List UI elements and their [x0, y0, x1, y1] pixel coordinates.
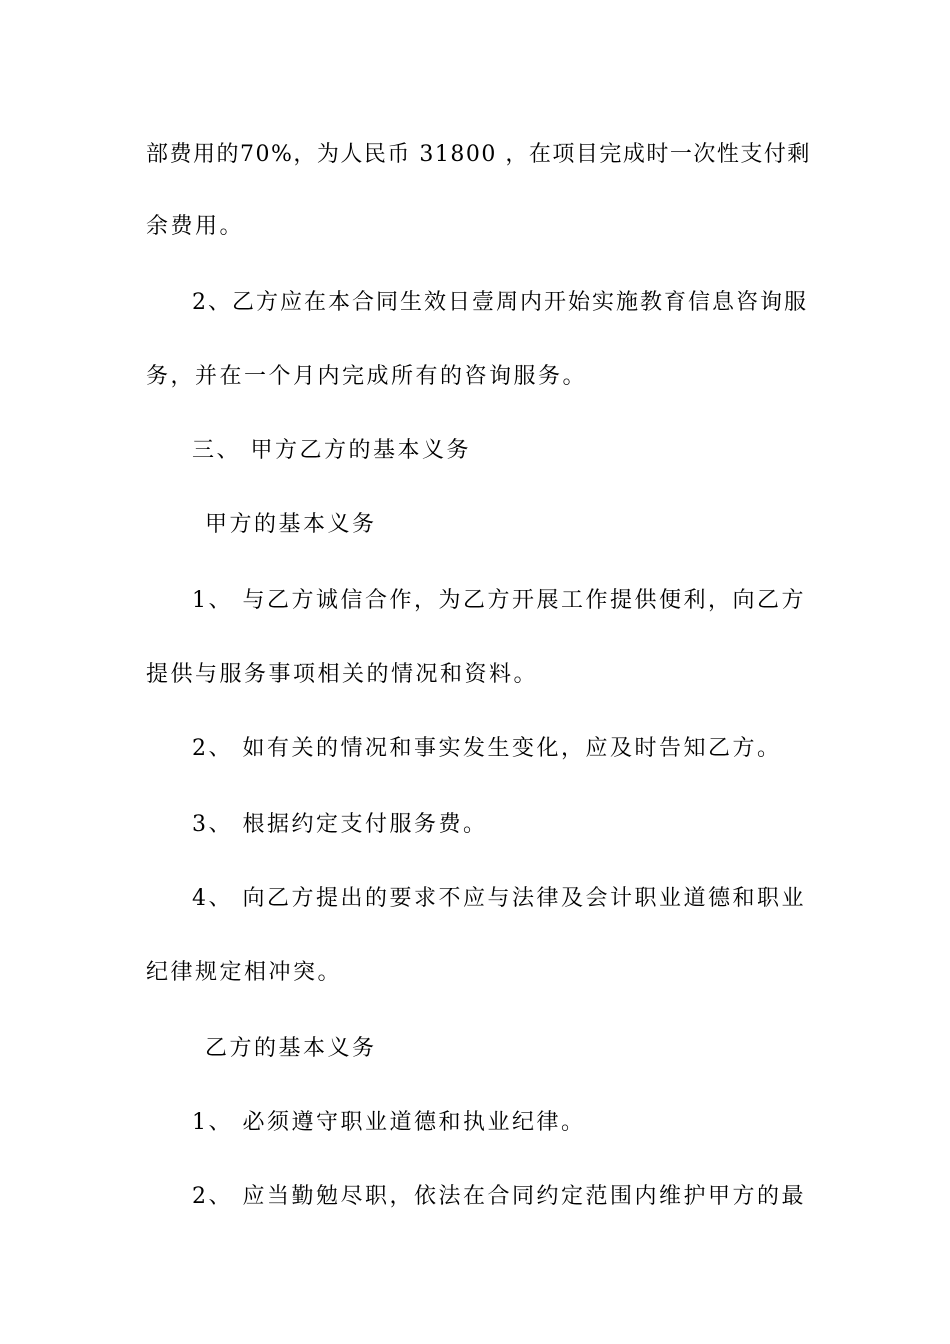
subsection-heading-party-b: 乙方的基本义务 — [205, 1036, 377, 1061]
section-heading: 三、 甲方乙方的基本义务 — [192, 438, 471, 463]
paragraph-line-2: 余费用。 — [146, 214, 245, 239]
paragraph-line-4: 务，并在一个月内完成所有的咨询服务。 — [146, 364, 588, 389]
subsection-heading-party-a: 甲方的基本义务 — [205, 512, 377, 537]
party-a-item-3: 3、 根据约定支付服务费。 — [192, 812, 488, 837]
party-a-item-1-line-1: 1、 与乙方诚信合作，为乙方开展工作提供便利，向乙方 — [192, 588, 806, 613]
party-b-item-2-line-1: 2、 应当勤勉尽职，依法在合同约定范围内维护甲方的最 — [192, 1184, 806, 1209]
party-a-item-1-line-2: 提供与服务事项相关的情况和资料。 — [146, 662, 539, 687]
paragraph-line-3: 2、乙方应在本合同生效日壹周内开始实施教育信息咨询服 — [192, 290, 808, 315]
party-a-item-2: 2、 如有关的情况和事实发生变化，应及时告知乙方。 — [192, 736, 782, 761]
party-a-item-4-line-2: 纪律规定相冲突。 — [146, 960, 343, 985]
paragraph-line-1: 部费用的70%，为人民币 31800 ，在项目完成时一次性支付剩 — [146, 142, 811, 167]
party-a-item-4-line-1: 4、 向乙方提出的要求不应与法律及会计职业道德和职业 — [192, 886, 806, 911]
party-b-item-1: 1、 必须遵守职业道德和执业纪律。 — [192, 1110, 586, 1135]
